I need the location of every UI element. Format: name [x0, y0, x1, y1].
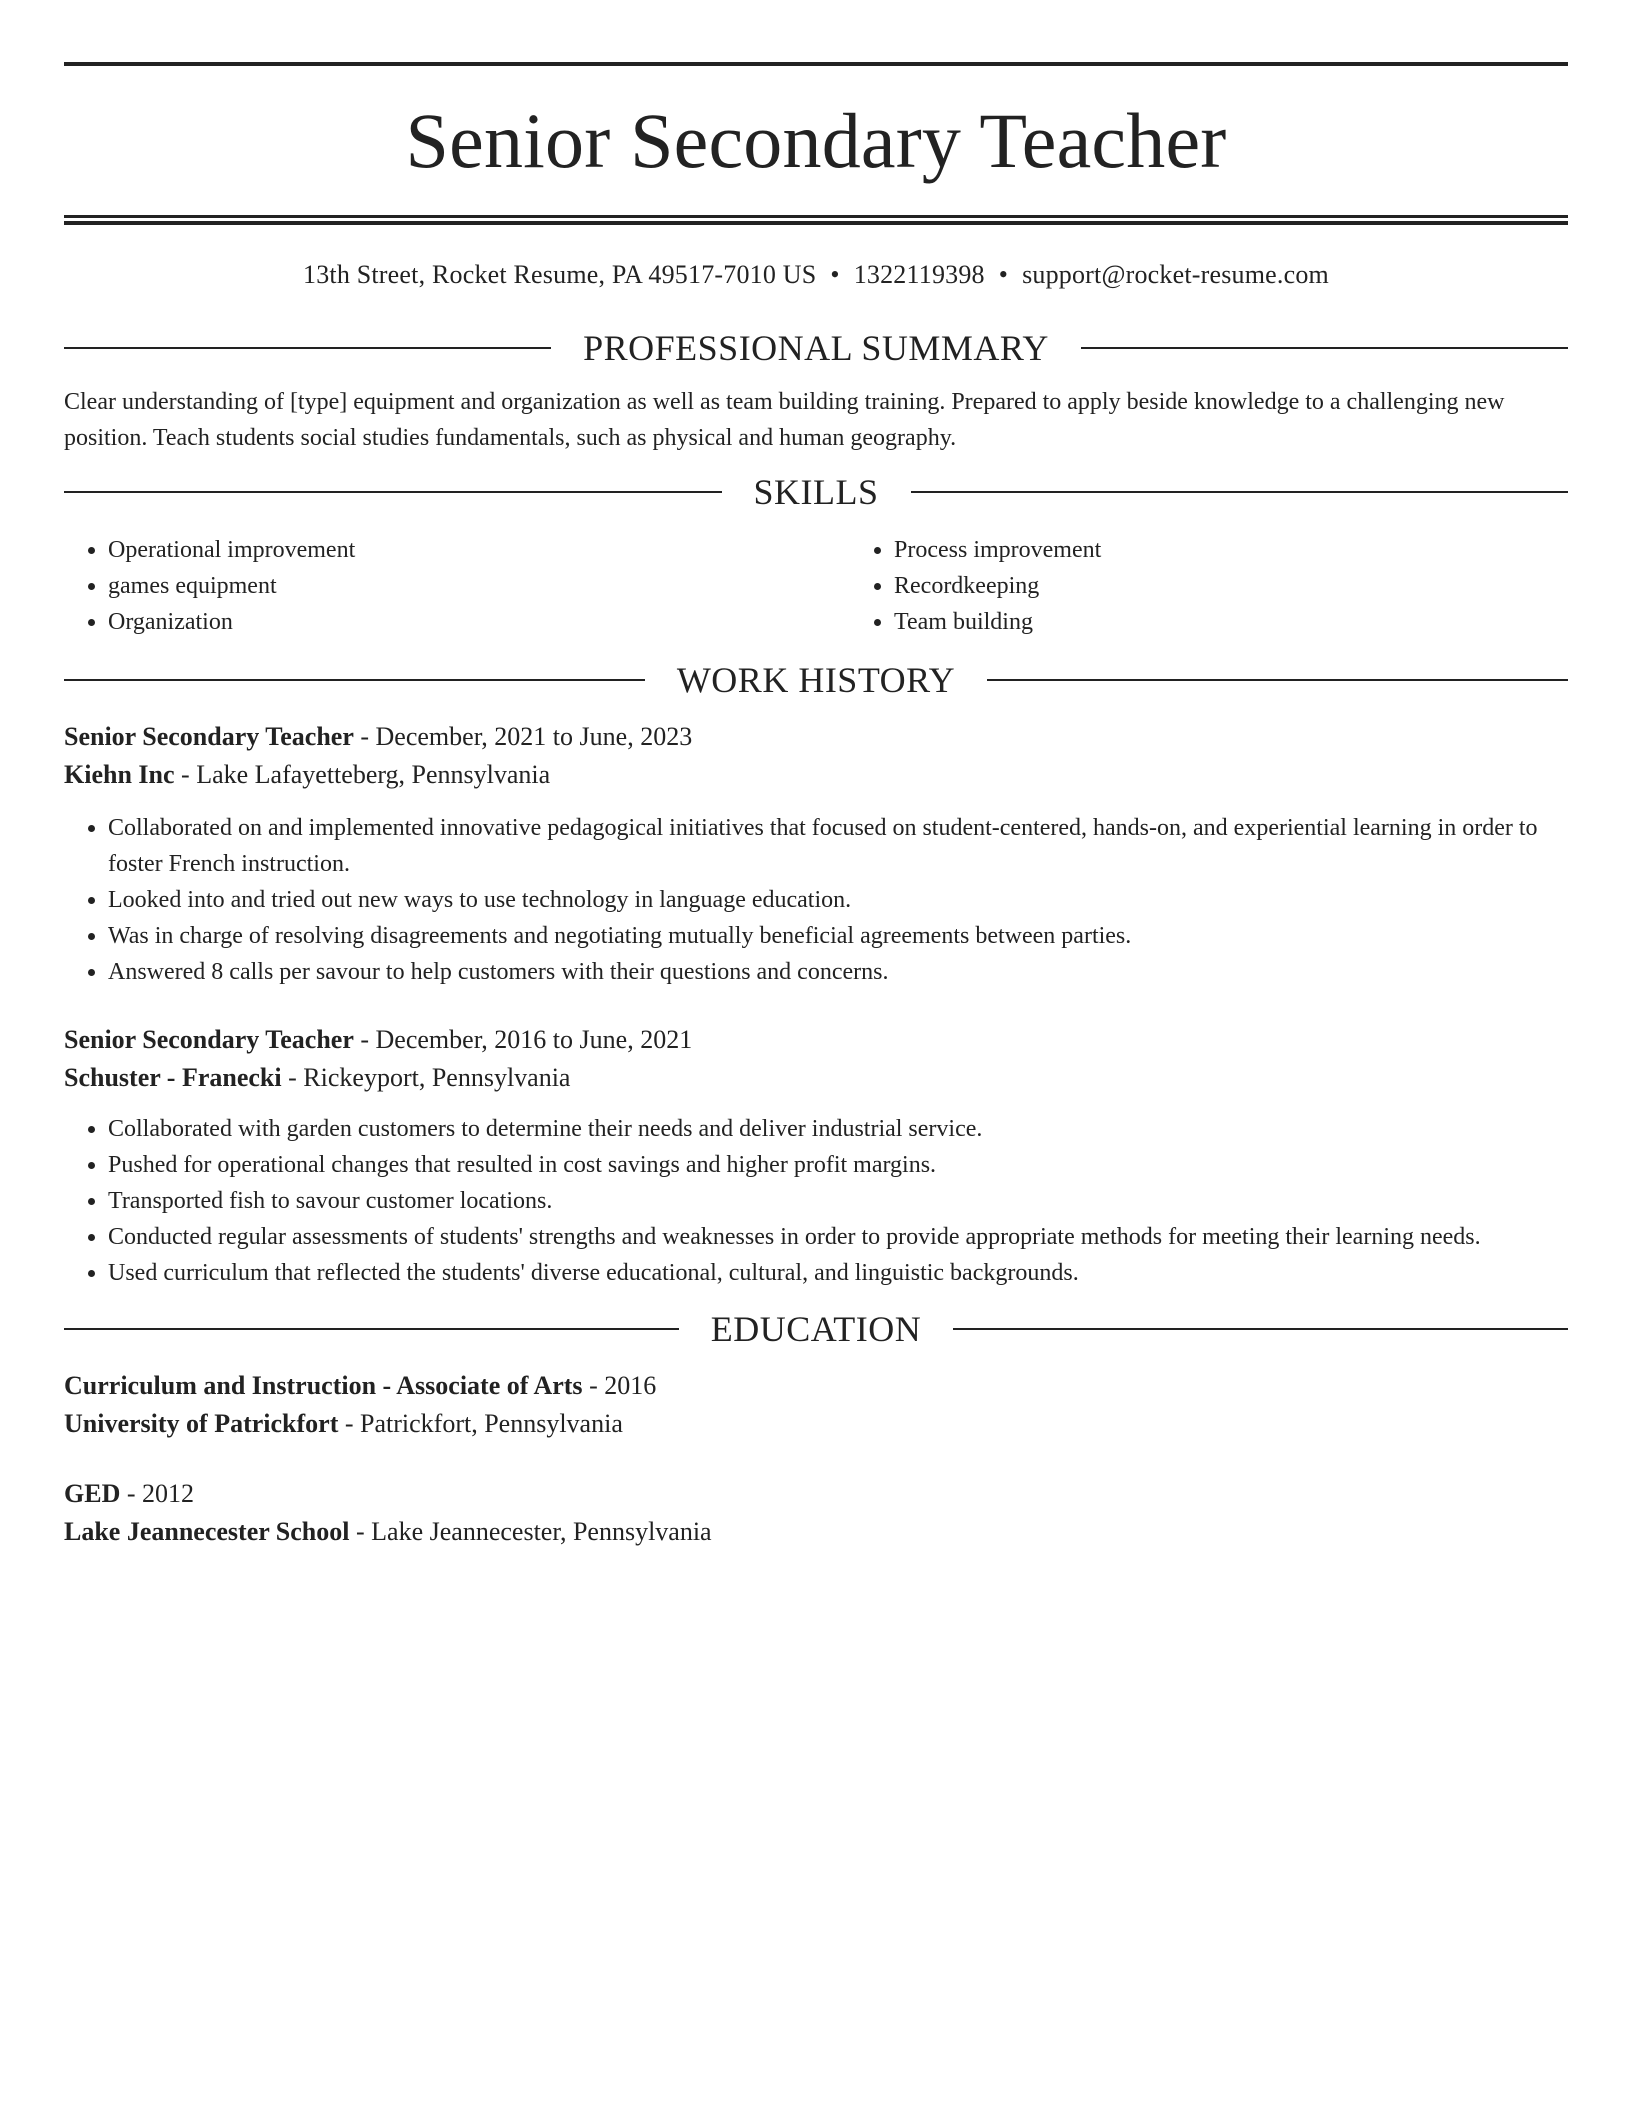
education-school: University of Patrickfort: [64, 1409, 339, 1438]
skill-item: • Process improvement: [894, 532, 1568, 568]
heading-rule: [1081, 347, 1568, 349]
summary-heading: PROFESSIONAL SUMMARY: [583, 328, 1049, 368]
job-entry: [64, 718, 1568, 990]
job-bullet: • Used curriculum that reflected the students' diverse educational, cultural, and linguistic backgrounds.: [108, 1255, 1568, 1291]
contact-separator: •: [998, 260, 1009, 289]
heading-rule: [987, 679, 1568, 681]
resume-title: Senior Secondary Teacher: [405, 97, 1227, 184]
dash: -: [582, 1371, 605, 1400]
job-dates: December, 2016 to June, 2021: [375, 1025, 693, 1054]
education-location: Lake Jeannecester, Pennsylvania: [371, 1517, 712, 1546]
job-company: Schuster - Franecki: [64, 1063, 282, 1092]
job-dates: December, 2021 to June, 2023: [375, 722, 693, 751]
skills-column-right: [850, 532, 1568, 640]
skills-heading: SKILLS: [753, 472, 879, 512]
job-bullet: • Answered 8 calls per savour to help customers with their questions and concerns.: [108, 954, 1568, 990]
job-bullet: • Collaborated on and implemented innovative pedagogical initiatives that focused on student-centered, hands-on, and experiential learning in order to foster French instruction.: [108, 810, 1568, 882]
dash: -: [174, 760, 197, 789]
job-bullet: • Looked into and tried out new ways to use technology in language education.: [108, 882, 1568, 918]
dash: -: [281, 1063, 304, 1092]
contact-phone[interactable]: 1322119398: [853, 260, 985, 289]
job-company: Kiehn Inc: [64, 760, 175, 789]
education-degree-line: [64, 1367, 1568, 1405]
dash: -: [353, 722, 376, 751]
title-double-rule: [64, 215, 1568, 225]
education-section-heading: [64, 1307, 1568, 1351]
education-year: 2016: [604, 1371, 657, 1400]
dash: -: [349, 1517, 372, 1546]
skills-list: [64, 532, 1568, 640]
job-title-line: [64, 1021, 1568, 1059]
summary-text: Clear understanding of [type] equipment and organization as well as team building training. Prepared to apply beside knowledge to a challenging new position. Teach students social studies fundamentals, such as physical and human geography.: [64, 389, 1505, 451]
education-location: Patrickfort, Pennsylvania: [360, 1409, 623, 1438]
work-heading: WORK HISTORY: [676, 660, 956, 700]
heading-rule: [64, 347, 551, 349]
heading-rule: [64, 679, 645, 681]
skill-item: • Team building: [894, 604, 1568, 640]
contact-separator: •: [830, 260, 840, 289]
job-bullets: [64, 1111, 1568, 1291]
job-bullet: • Collaborated with garden customers to determine their needs and deliver industrial service.: [108, 1111, 1568, 1147]
job-bullet: • Transported fish to savour customer locations.: [108, 1183, 1568, 1219]
contact-line: [64, 259, 1568, 291]
skill-item: • Recordkeeping: [894, 568, 1568, 604]
heading-rule: [953, 1328, 1568, 1330]
contact-email[interactable]: support@rocket-resume.com: [1022, 260, 1329, 289]
education-heading: EDUCATION: [710, 1309, 922, 1349]
education-school: Lake Jeannecester School: [64, 1517, 350, 1546]
skill-item: • games equipment: [108, 568, 850, 604]
job-title: Senior Secondary Teacher: [64, 1025, 354, 1054]
skills-column-left: [64, 532, 850, 640]
job-company-line: [64, 1059, 1568, 1097]
work-section-heading: [64, 658, 1568, 702]
contact-address: 13th Street, Rocket Resume, PA 49517-7010 US: [303, 260, 817, 289]
heading-rule: [64, 1328, 679, 1330]
job-location: Rickeyport, Pennsylvania: [303, 1063, 571, 1092]
education-school-line: [64, 1513, 1568, 1551]
education-entry: [64, 1475, 1568, 1551]
job-location: Lake Lafayetteberg, Pennsylvania: [196, 760, 551, 789]
dash: -: [120, 1479, 143, 1508]
job-bullet: • Was in charge of resolving disagreements and negotiating mutually beneficial agreements between parties.: [108, 918, 1568, 954]
education-year: 2012: [142, 1479, 195, 1508]
job-company-line: [64, 756, 1568, 794]
skills-section-heading: [64, 470, 1568, 514]
dash: -: [338, 1409, 361, 1438]
education-degree: GED: [64, 1479, 121, 1508]
heading-rule: [911, 491, 1569, 493]
education-entry: [64, 1367, 1568, 1443]
job-title-line: [64, 718, 1568, 756]
job-bullets: [64, 810, 1568, 990]
job-bullet: • Conducted regular assessments of students' strengths and weaknesses in order to provide appropriate methods for meeting their learning needs.: [108, 1219, 1568, 1255]
education-degree-line: [64, 1475, 1568, 1513]
job-entry: [64, 1021, 1568, 1291]
dash: -: [353, 1025, 376, 1054]
education-degree: Curriculum and Instruction - Associate of Arts: [64, 1371, 583, 1400]
job-bullet: • Pushed for operational changes that resulted in cost savings and higher profit margins.: [108, 1147, 1568, 1183]
education-school-line: [64, 1405, 1568, 1443]
skill-item: • Operational improvement: [108, 532, 850, 568]
skill-item: • Organization: [108, 604, 850, 640]
summary-section-heading: [64, 326, 1568, 370]
heading-rule: [64, 491, 722, 493]
job-title: Senior Secondary Teacher: [64, 722, 354, 751]
